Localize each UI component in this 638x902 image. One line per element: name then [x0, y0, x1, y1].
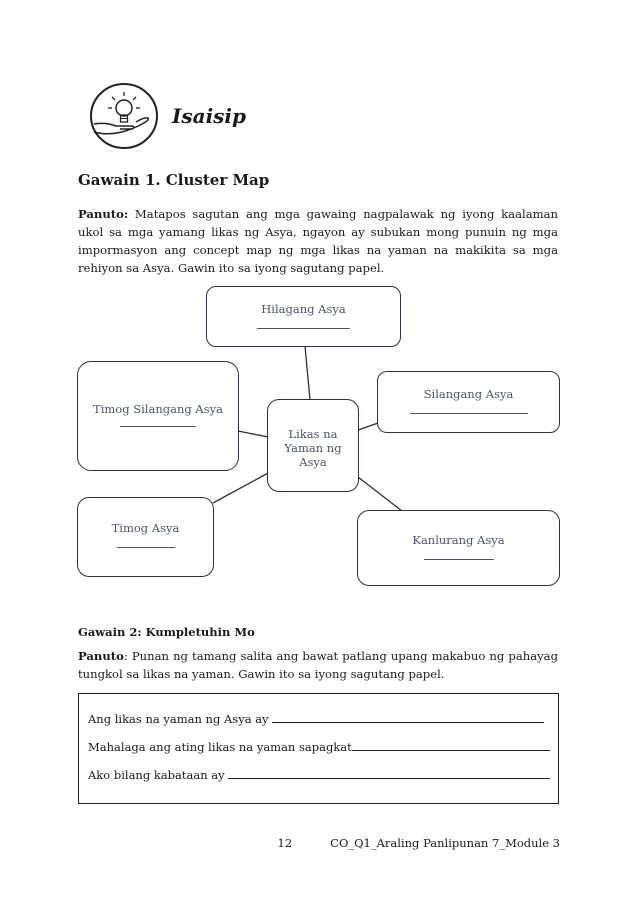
cluster-box-timog-asya — [77, 497, 214, 577]
cluster-box-kanlurang-asya — [357, 510, 560, 586]
sentence-text: Mahalaga ang ating likas na yaman sapagkat — [88, 740, 352, 754]
cluster-box-silangang-asya — [377, 371, 560, 433]
instruction-text: Matapos sagutan ang mga gawaing nagpalawak ng iyong kaalaman ukol sa mga yamang likas ng Asya, ngayon ay subukan mong punuin ng mga impormasyon ang concept map ng mga likas na yaman na makikita sa mga rehiyon sa Asya. Gawin ito sa iyong sagutang papel. — [78, 207, 558, 275]
answer-blank[interactable] — [352, 740, 550, 751]
page-footer — [0, 836, 560, 850]
instruction-label: Panuto — [78, 649, 124, 663]
answer-blank[interactable] — [410, 401, 528, 414]
cluster-box-center — [267, 399, 359, 492]
answer-blank[interactable] — [272, 712, 544, 723]
sentence-1 — [88, 712, 544, 726]
center-label: Likas na Yaman ng Asya — [284, 427, 342, 469]
answer-box — [78, 693, 559, 804]
page-number: 12 — [277, 836, 293, 850]
answer-blank[interactable] — [257, 316, 350, 329]
answer-blank[interactable] — [424, 547, 494, 560]
gawain2-instruction — [78, 647, 558, 683]
instruction-text: : Punan ng tamang salita ang bawat patlang upang makabuo ng pahayag tungkol sa likas na yaman. Gawin ito sa iyong sagutang papel. — [78, 649, 558, 681]
cluster-box-timog-silangang-asya — [77, 361, 239, 471]
box-label: Timog Asya — [111, 521, 180, 535]
sentence-text: Ako bilang kabataan ay — [88, 768, 229, 782]
sentence-text: Ang likas na yaman ng Asya ay — [88, 712, 273, 726]
section-title: Isaisip — [172, 104, 247, 128]
answer-blank[interactable] — [228, 768, 550, 779]
answer-blank[interactable] — [117, 535, 175, 548]
box-label: Silangang Asya — [423, 387, 514, 401]
box-label: Kanlurang Asya — [412, 533, 505, 547]
module-code: CO_Q1_Araling Panlipunan 7_Module 3 — [330, 836, 560, 850]
box-label: Hilagang Asya — [261, 302, 346, 316]
lightbulb-in-hand-icon — [86, 80, 164, 152]
gawain1-title: Gawain 1. Cluster Map — [78, 171, 270, 189]
gawain1-instruction — [78, 205, 558, 277]
instruction-label: Panuto: — [78, 207, 129, 221]
cluster-box-hilagang-asya — [206, 286, 401, 347]
gawain2-title: Gawain 2: Kumpletuhin Mo — [78, 625, 255, 639]
box-label: Timog Silangang Asya — [93, 402, 223, 416]
answer-blank[interactable] — [120, 416, 196, 427]
sentence-2 — [88, 740, 550, 754]
sentence-3 — [88, 768, 550, 782]
